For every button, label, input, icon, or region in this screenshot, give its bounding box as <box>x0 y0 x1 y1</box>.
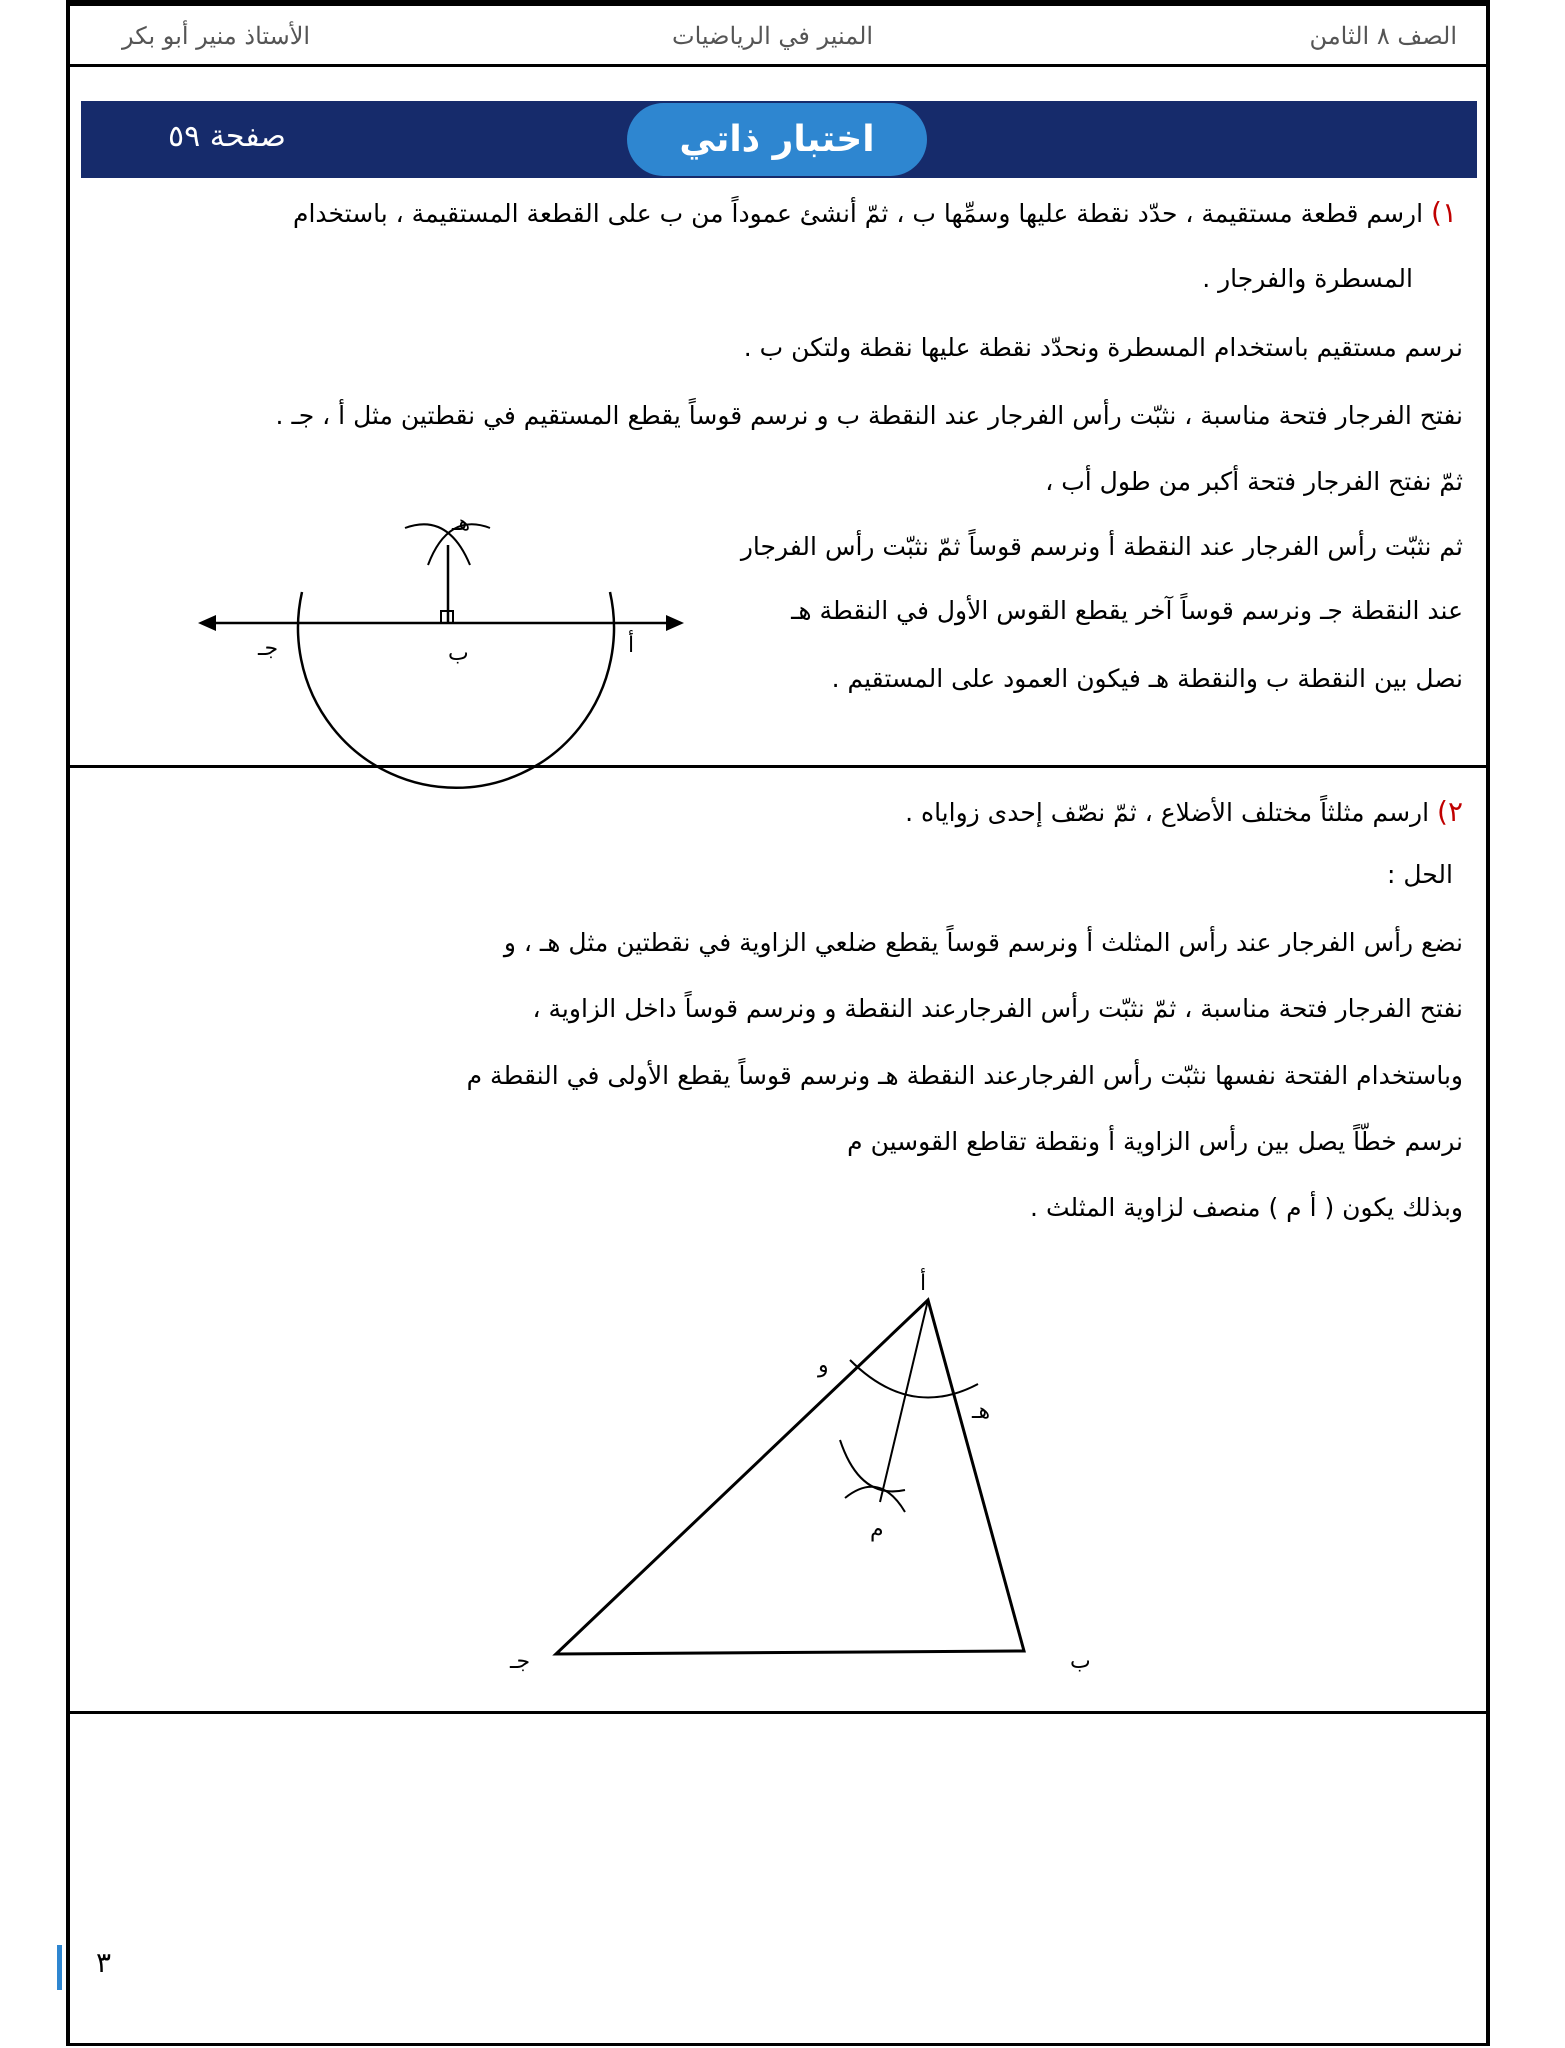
q2-step-1: نضع رأس الفرجار عند رأس المثلث أ ونرسم قوساً يقطع ضلعي الزاوية في نقطتين مثل هـ ، و <box>503 928 1463 957</box>
label-j: جـ <box>258 636 279 661</box>
textbook-page-ref: صفحة ٥٩ <box>168 119 286 154</box>
label-b: ب <box>1070 1649 1091 1674</box>
q2-number: ٢) <box>1437 795 1463 828</box>
bisector-line <box>880 1300 928 1502</box>
q2-step-2: نفتح الفرجار فتحة مناسبة ، ثمّ نثبّت رأس الفرجارعند النقطة و ونرسم قوساً داخل الزاوية ، <box>532 994 1463 1023</box>
q1-number: ١) <box>1431 196 1457 229</box>
label-a: أ <box>920 1271 927 1296</box>
page-number: ٣ <box>96 1946 112 1979</box>
q2-solution-label: الحل : <box>1386 860 1453 889</box>
q1-prompt-line-2: المسطرة والفرجار . <box>1202 264 1413 293</box>
q1-step-1: نرسم مستقيم باستخدام المسطرة ونحدّد نقطة عليها نقطة ولتكن ب . <box>743 333 1463 362</box>
triangle <box>556 1300 1024 1654</box>
margin-marker <box>57 1945 62 1990</box>
label-h: هـ <box>972 1399 991 1424</box>
label-w: و <box>818 1353 829 1378</box>
q1-step-6: نصل بين النقطة ب والنقطة هـ فيكون العمود على المستقيم . <box>831 664 1463 693</box>
section-title: اختبار ذاتي <box>627 103 927 176</box>
label-j: جـ <box>510 1649 531 1674</box>
q1-step-5: عند النقطة جـ ونرسم قوساً آخر يقطع القوس الأول في النقطة هـ <box>791 596 1463 625</box>
q1-step-2: نفتح الفرجار فتحة مناسبة ، نثبّت رأس الفرجار عند النقطة ب و نرسم قوساً يقطع المستقيم في نقطتين مثل أ ، جـ . <box>275 401 1463 430</box>
label-a: أ <box>628 633 635 658</box>
book-title: المنير في الرياضيات <box>672 22 874 50</box>
compass-arc-from-w <box>840 1440 905 1491</box>
q2-step-3: وباستخدام الفتحة نفسها نثبّت رأس الفرجارعند النقطة هـ ونرسم قوساً يقطع الأولى في النقطة م <box>466 1061 1463 1090</box>
grade-label: الصف ٨ الثامن <box>1309 22 1457 50</box>
compass-arc-vertex <box>850 1360 978 1398</box>
q1-prompt-text: ارسم قطعة مستقيمة ، حدّد نقطة عليها وسمِّها ب ، ثمّ أنشئ عموداً من ب على القطعة المستقيمة ، باستخدام <box>292 199 1424 228</box>
q1-step-4: ثم نثبّت رأس الفرجار عند النقطة أ ونرسم قوساً ثمّ نثبّت رأس الفرجار <box>740 532 1463 561</box>
q2-step-5: وبذلك يكون ( أ م ) منصف لزاوية المثلث . <box>1030 1193 1463 1222</box>
label-m: م <box>870 1517 884 1542</box>
q1-step-3: ثمّ نفتح الفرجار فتحة أكبر من طول أب ، <box>1045 467 1463 496</box>
label-b: ب <box>448 641 469 666</box>
section-divider-2 <box>70 1711 1486 1714</box>
q2-step-4: نرسم خطّاً يصل بين رأس الزاوية أ ونقطة تقاطع القوسين م <box>847 1127 1463 1156</box>
label-h: هـ <box>452 511 471 536</box>
q2-prompt-text: ارسم مثلثاً مختلف الأضلاع ، ثمّ نصّف إحدى زواياه . <box>905 798 1430 827</box>
teacher-name: الأستاذ منير أبو بكر <box>122 22 311 50</box>
